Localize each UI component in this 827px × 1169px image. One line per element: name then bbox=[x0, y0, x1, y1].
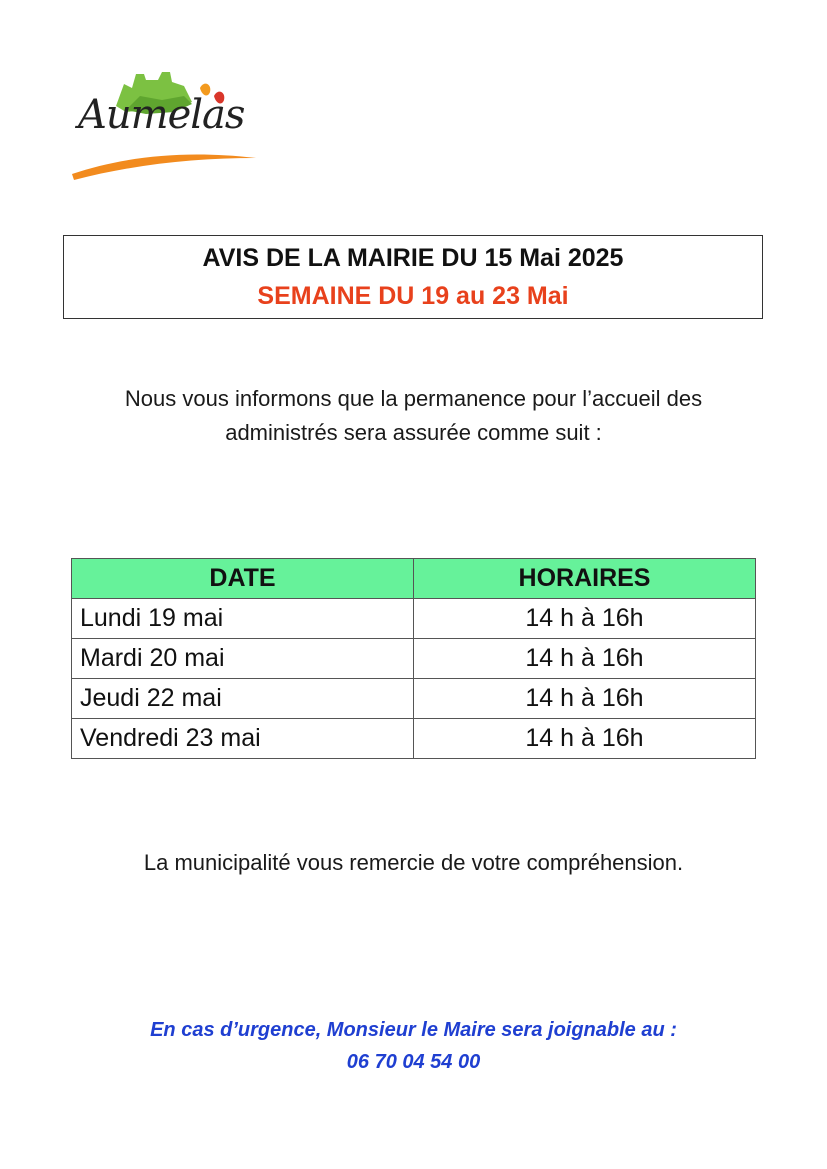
column-header-hours: HORAIRES bbox=[414, 559, 756, 599]
date-cell: Lundi 19 mai bbox=[72, 599, 414, 639]
notice-title: AVIS DE LA MAIRIE DU 15 Mai 2025 bbox=[202, 244, 624, 272]
table-row bbox=[72, 679, 756, 719]
table-row bbox=[72, 719, 756, 759]
date-cell: Jeudi 22 mai bbox=[72, 679, 414, 719]
mayor-phone-number: 06 70 04 54 00 bbox=[346, 1051, 481, 1073]
column-header-date: DATE bbox=[72, 559, 414, 599]
date-cell: Vendredi 23 mai bbox=[72, 719, 414, 759]
hours-cell: 14 h à 16h bbox=[414, 639, 756, 679]
intro-text-line-2: administrés sera assurée comme suit : bbox=[225, 420, 602, 445]
schedule-table bbox=[71, 558, 756, 759]
hours-cell: 14 h à 16h bbox=[414, 679, 756, 719]
urgent-contact-text: En cas d’urgence, Monsieur le Maire sera joignable au : bbox=[150, 1019, 677, 1041]
thanks-text: La municipalité vous remercie de votre compréhension. bbox=[143, 850, 684, 875]
table-header-row bbox=[72, 559, 756, 599]
aumelas-logo bbox=[66, 66, 262, 184]
table-row bbox=[72, 599, 756, 639]
hours-cell: 14 h à 16h bbox=[414, 719, 756, 759]
table-row bbox=[72, 639, 756, 679]
date-cell: Mardi 20 mai bbox=[72, 639, 414, 679]
logo-wordmark: Aumelas bbox=[78, 92, 245, 138]
hours-cell: 14 h à 16h bbox=[414, 599, 756, 639]
notice-week: SEMAINE DU 19 au 23 Mai bbox=[257, 282, 569, 310]
notice-title-box bbox=[63, 235, 763, 319]
intro-text-line-1: Nous vous informons que la permanence pour l’accueil des bbox=[124, 386, 703, 411]
